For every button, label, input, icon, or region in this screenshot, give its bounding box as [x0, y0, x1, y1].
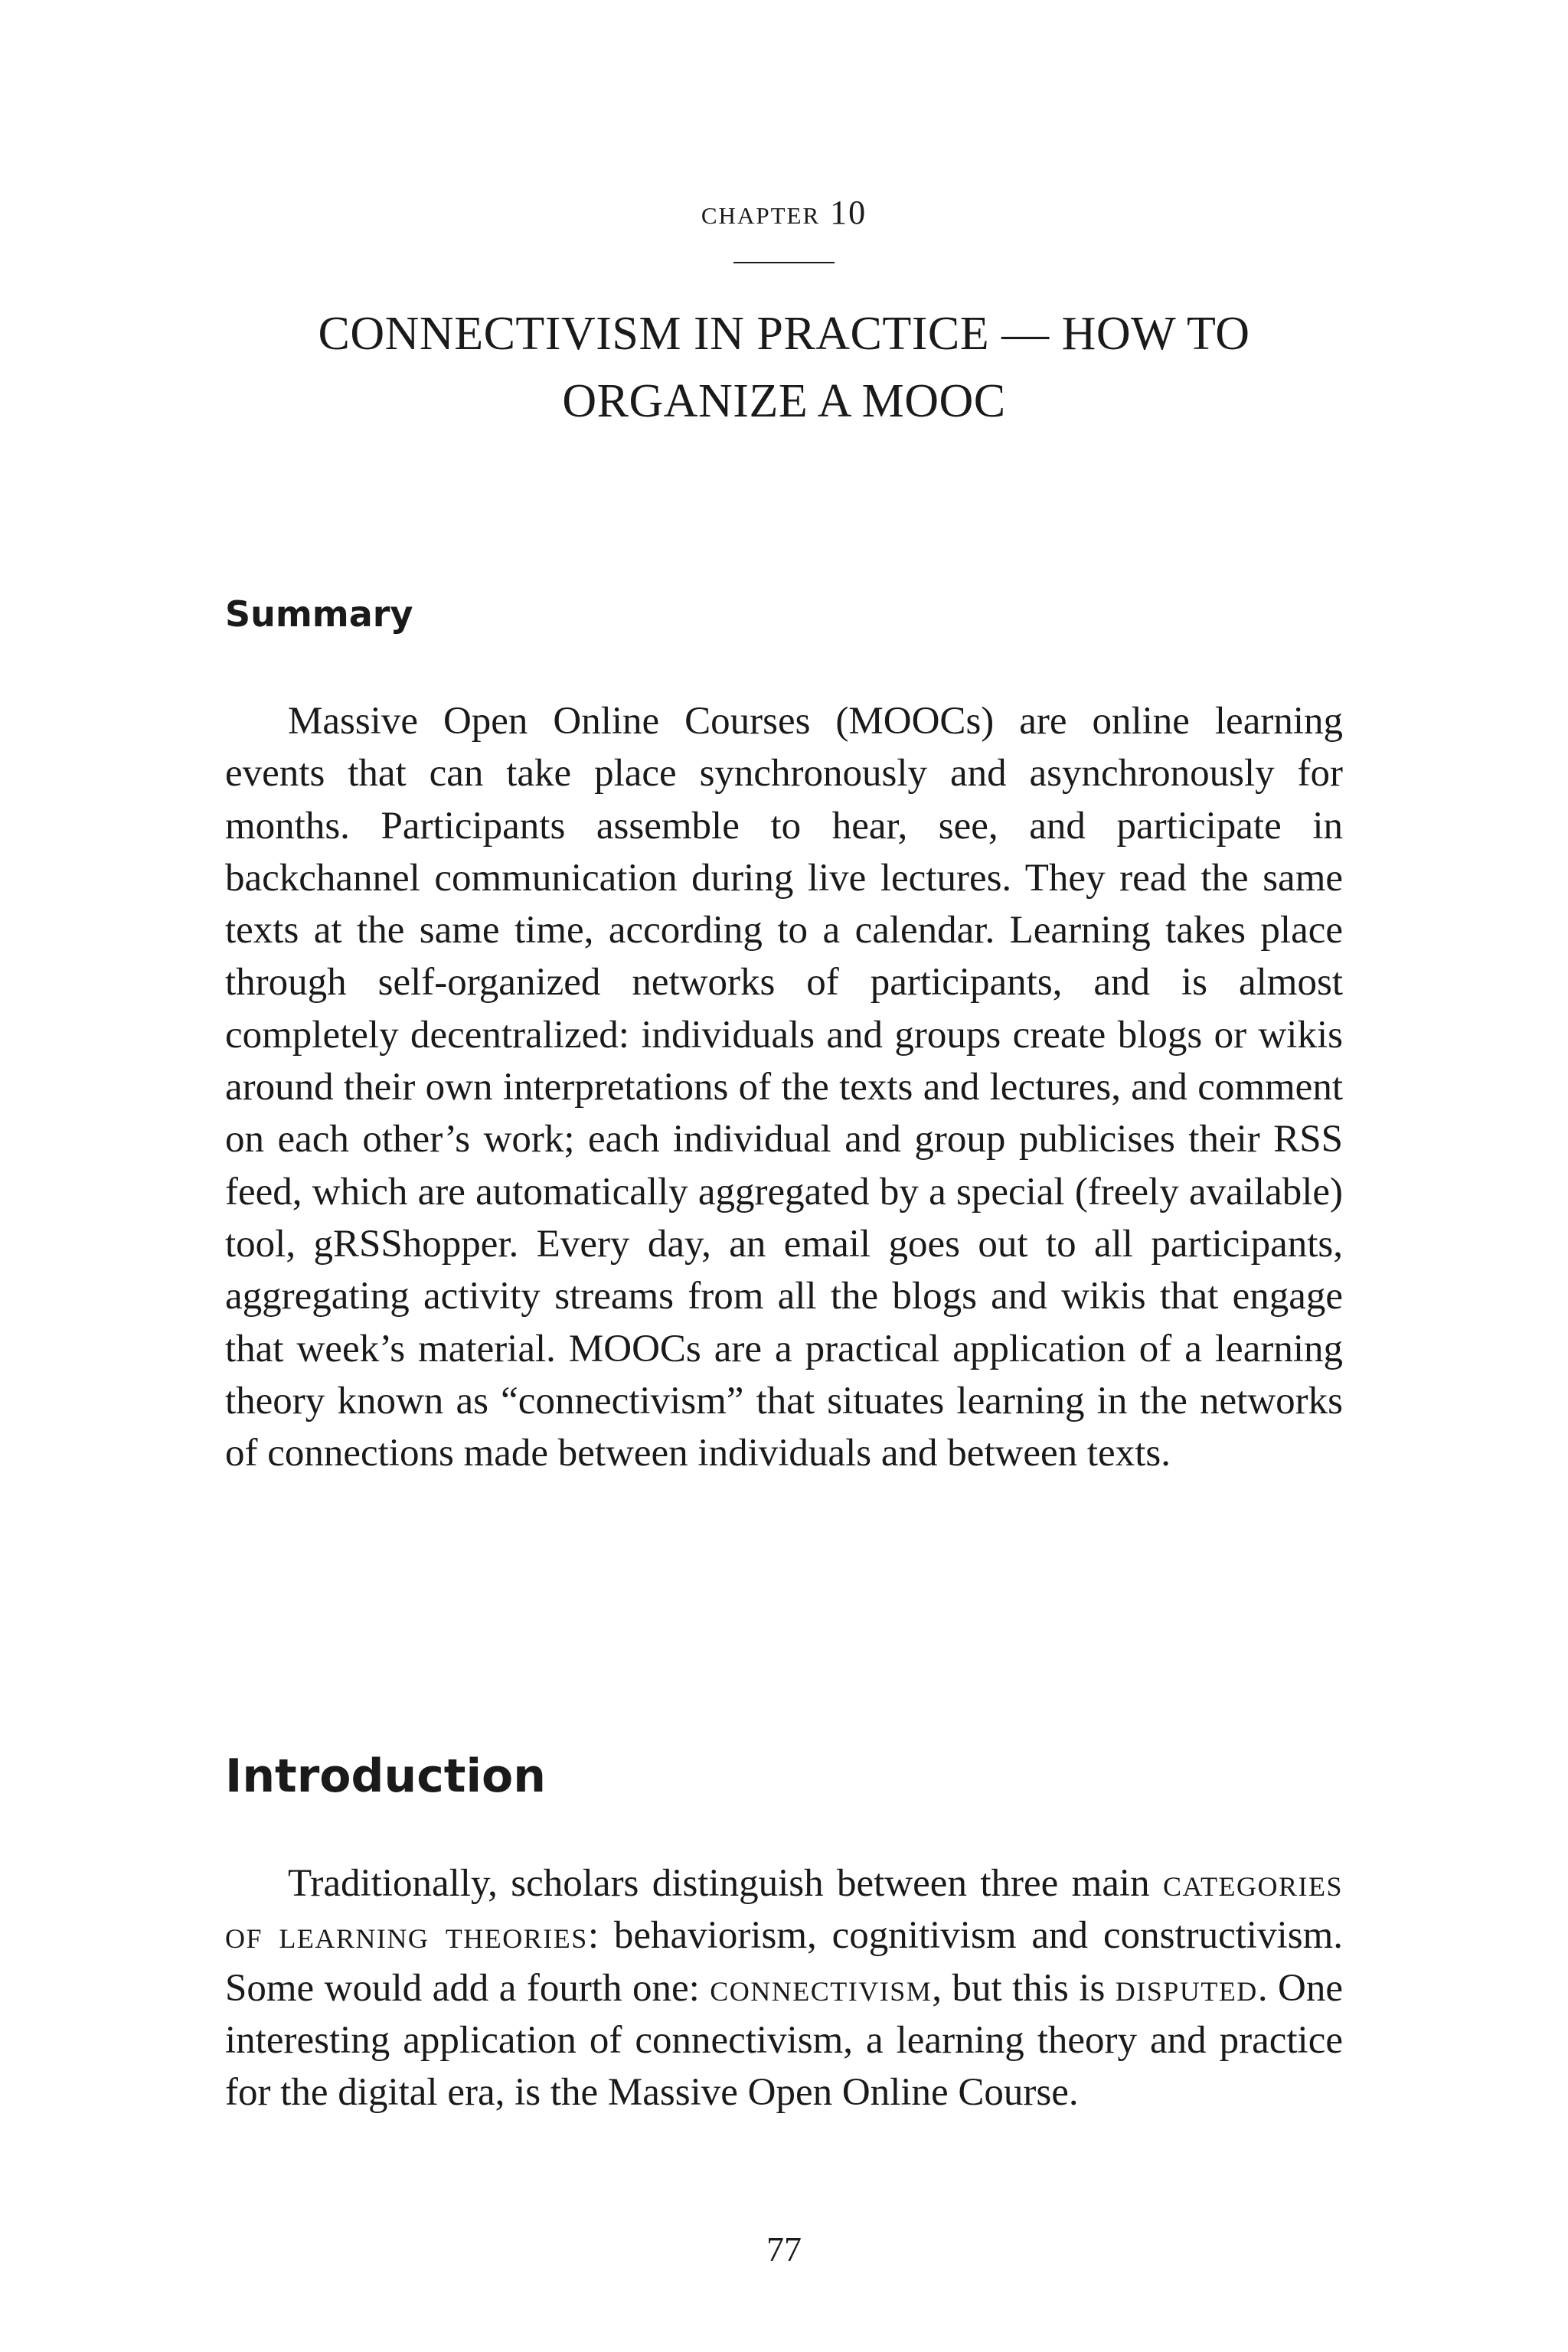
introduction-heading: Introduction — [225, 1749, 546, 1803]
intro-text-3: , but this is — [932, 1966, 1116, 2010]
summary-heading: Summary — [225, 593, 413, 635]
intro-text-4: . One interesting application of connectivism, a learning theory and practice for the digital era, is the Massive Open Online Course. — [225, 1966, 1344, 2115]
disputed-link[interactable]: disputed — [1115, 1966, 1258, 2010]
page-number: 77 — [766, 2230, 802, 2269]
chapter-title: CONNECTIVISM IN PRACTICE — HOW TO ORGANIZE A MOOC — [318, 308, 1250, 427]
categories-of-learning-theories-link[interactable]: categories of learning theories — [225, 1862, 1343, 1958]
intro-text-1: Traditionally, scholars distinguish between three main — [288, 1862, 1163, 1905]
intro-text-2: : behaviorism, cognitivism and constructivism. Some would add a fourth one: — [225, 1914, 1344, 2010]
connectivism-link[interactable]: connectivism — [710, 1966, 933, 2010]
introduction-paragraph — [225, 1857, 1343, 2118]
summary-paragraph: Massive Open Online Courses (MOOCs) are online learning events that can take place synchronously and asynchronously for months. Participants assemble to hear, see, and participate in backchannel communication during live lectures. They read the same texts at the same time, according to a calendar. Learning takes place through self-organized networks of participants, and is almost completely decentralized: individuals and groups create blogs or wikis around their own interpretations of the texts and lectures, and comment on each other’s work; each individual and group publicises their RSS feed, which are automatically aggregated by a special (freely available) tool, gRSShopper. Every day, an email goes out to all participants, aggregating activity streams from all the blogs and wikis that engage that week’s material. MOOCs are a practical application of a learning theory known as “connectivism” that situates learning in the networks of connections made between individuals and between texts. — [225, 700, 1343, 1475]
chapter-label: chapter 10 — [701, 194, 867, 231]
chapter-divider — [733, 262, 835, 263]
